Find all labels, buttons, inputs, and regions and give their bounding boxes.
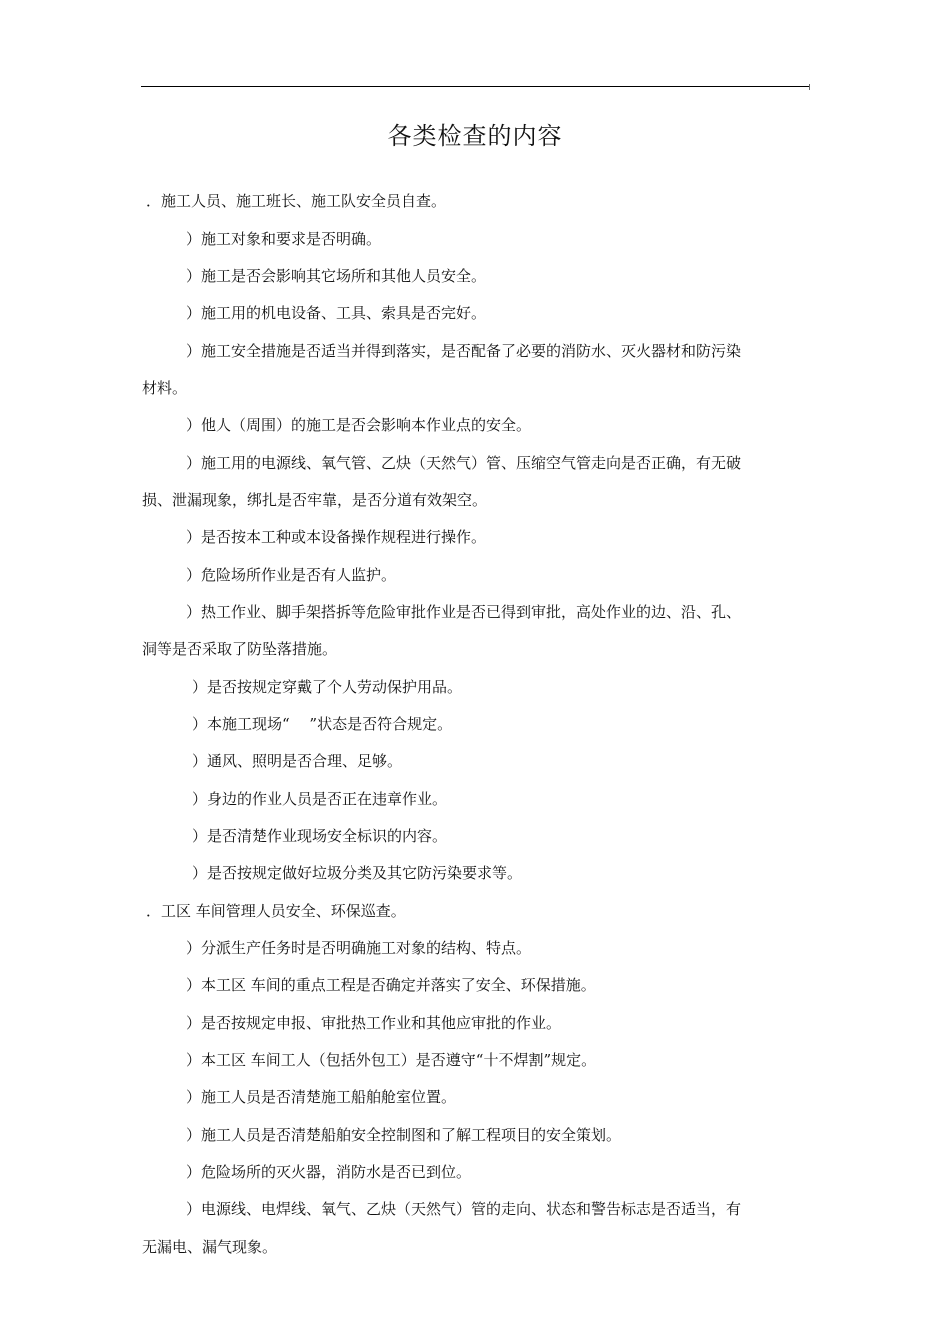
list-item: ）施工用的机电设备、工具、索具是否完好。	[186, 304, 487, 322]
list-item: ）是否清楚作业现场安全标识的内容。	[192, 827, 448, 845]
list-item: ）是否按规定穿戴了个人劳动保护用品。	[192, 678, 463, 696]
list-item: ）施工人员是否清楚船舶安全控制图和了解工程项目的安全策划。	[186, 1126, 622, 1144]
document-title: 各类检查的内容	[387, 122, 563, 150]
list-item: ）危险场所的灭火器，消防水是否已到位。	[186, 1163, 472, 1181]
list-item-continuation: 洞等是否采取了防坠落措施。	[142, 640, 338, 658]
list-item: ）危险场所作业是否有人监护。	[186, 566, 397, 584]
list-item: ）热工作业、脚手架搭拆等危险审批作业是否已得到审批，高处作业的边、沿、孔、	[186, 603, 742, 621]
list-item: ）身边的作业人员是否正在违章作业。	[192, 790, 448, 808]
list-item: ）施工安全措施是否适当并得到落实，是否配备了必要的消防水、灭火器材和防污染	[186, 342, 742, 360]
section-heading: ．施工人员、施工班长、施工队安全员自查。	[146, 192, 447, 210]
list-item: ）电源线、电焊线、氧气、乙炔（天然气）管的走向、状态和警告标志是否适当，有	[186, 1200, 742, 1218]
header-rule	[141, 86, 809, 87]
header-rule-tick	[809, 84, 810, 90]
list-item: ）本工区 车间工人（包括外包工）是否遵守“十不焊割”规定。	[186, 1051, 597, 1069]
list-item: ）本施工现场“ ”状态是否符合规定。	[192, 715, 453, 733]
list-item: ）分派生产任务时是否明确施工对象的结构、特点。	[186, 939, 532, 957]
list-item: ）他人（周围）的施工是否会影响本作业点的安全。	[186, 416, 532, 434]
list-item: ）施工人员是否清楚施工船舶舱室位置。	[186, 1088, 457, 1106]
section-heading: ．工区 车间管理人员安全、环保巡查。	[146, 902, 406, 920]
list-item: ）是否按本工种或本设备操作规程进行操作。	[186, 528, 487, 546]
list-item: ）是否按规定做好垃圾分类及其它防污染要求等。	[192, 864, 523, 882]
list-item: ）施工是否会影响其它场所和其他人员安全。	[186, 267, 487, 285]
list-item-continuation: 材料。	[142, 379, 188, 397]
list-item-continuation: 损、泄漏现象，绑扎是否牢靠，是否分道有效架空。	[142, 491, 488, 509]
list-item: ）施工用的电源线、氧气管、乙炔（天然气）管、压缩空气管走向是否正确，有无破	[186, 454, 742, 472]
list-item: ）是否按规定申报、审批热工作业和其他应审批的作业。	[186, 1014, 562, 1032]
list-item: ）本工区 车间的重点工程是否确定并落实了安全、环保措施。	[186, 976, 596, 994]
list-item: ）施工对象和要求是否明确。	[186, 230, 382, 248]
list-item: ）通风、照明是否合理、足够。	[192, 752, 403, 770]
list-item-continuation: 无漏电、漏气现象。	[142, 1238, 278, 1256]
